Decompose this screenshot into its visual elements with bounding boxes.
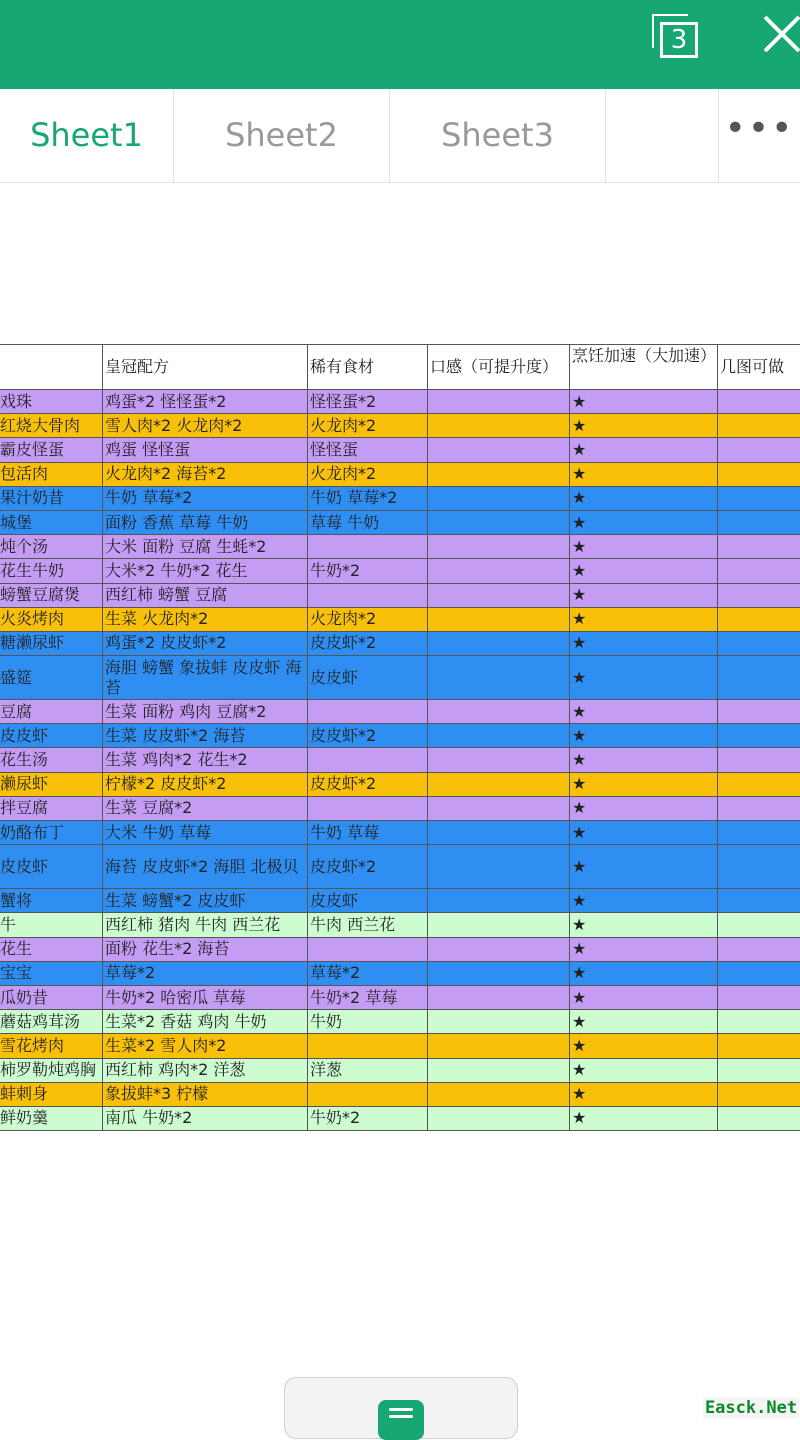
table-row (0, 390, 800, 414)
table-cell-recipe[interactable]: 鸡蛋*2 皮皮虾*2 (103, 632, 308, 655)
table-row (0, 797, 800, 821)
table-cell-name[interactable]: 瓜奶昔 (0, 986, 103, 1009)
table-cell-taste[interactable] (428, 913, 570, 936)
table-cell-map[interactable] (718, 913, 800, 936)
table-cell-recipe[interactable]: 西红柿 鸡肉*2 洋葱 (103, 1059, 308, 1082)
table-cell-taste[interactable] (428, 821, 570, 844)
menu-icon (378, 1400, 424, 1440)
header-row (0, 345, 800, 390)
table-row (0, 748, 800, 772)
table-cell-speed[interactable]: ★ (570, 414, 718, 437)
table-cell-taste[interactable] (428, 1059, 570, 1082)
table-cell-name[interactable]: 宝宝 (0, 962, 103, 985)
table-cell-speed[interactable]: ★ (570, 438, 718, 461)
table-cell-speed[interactable]: ★ (570, 632, 718, 655)
table-cell-speed[interactable]: ★ (570, 797, 718, 820)
table-cell-rare[interactable]: 火龙肉*2 (308, 608, 428, 631)
table-cell-map[interactable] (718, 748, 800, 771)
table-cell-name[interactable]: 霸皮怪蛋 (0, 438, 103, 461)
table-cell-name[interactable]: 火炎烤肉 (0, 608, 103, 631)
table-row (0, 700, 800, 724)
table-cell-speed[interactable]: ★ (570, 1083, 718, 1106)
table-row (0, 608, 800, 632)
table-cell-name[interactable]: 蚌刺身 (0, 1083, 103, 1106)
table-cell-recipe[interactable]: 大米 面粉 豆腐 生蚝*2 (103, 535, 308, 558)
table-cell-map[interactable] (718, 656, 800, 699)
table-cell-rare[interactable]: 皮皮虾 (308, 889, 428, 912)
table-cell-map[interactable] (718, 845, 800, 888)
table-cell-speed[interactable]: ★ (570, 584, 718, 607)
table-row (0, 414, 800, 438)
table-cell-rare[interactable]: 皮皮虾 (308, 656, 428, 699)
table-cell-rare[interactable]: 牛奶 草莓*2 (308, 487, 428, 510)
table-cell-speed[interactable]: ★ (570, 748, 718, 771)
table-row (0, 724, 800, 748)
table-cell-speed[interactable]: ★ (570, 1010, 718, 1033)
table-row (0, 821, 800, 845)
table-cell-rare[interactable]: 牛奶*2 (308, 559, 428, 582)
table-cell-taste[interactable] (428, 535, 570, 558)
table-cell-map[interactable] (718, 821, 800, 844)
table-cell-name[interactable]: 炖个汤 (0, 535, 103, 558)
table-cell-taste[interactable] (428, 797, 570, 820)
table-cell-name[interactable]: 奶酪布丁 (0, 821, 103, 844)
table-cell-name[interactable]: 包活肉 (0, 463, 103, 486)
header-cell[interactable]: 稀有食材 (308, 345, 428, 389)
table-cell-recipe[interactable]: 草莓*2 (103, 962, 308, 985)
sheet-tab-bar (0, 89, 800, 183)
header-cell[interactable]: 烹饪加速（大加速） (570, 345, 718, 389)
table-row (0, 1010, 800, 1034)
table-cell-name[interactable]: 城堡 (0, 511, 103, 534)
table-cell-map[interactable] (718, 487, 800, 510)
header-cell[interactable]: 几图可做 (718, 345, 800, 389)
tab-count-badge: 3 (660, 22, 698, 58)
table-cell-speed[interactable]: ★ (570, 535, 718, 558)
table-row (0, 487, 800, 511)
table-cell-name[interactable]: 濑尿虾 (0, 773, 103, 796)
table-cell-map[interactable] (718, 962, 800, 985)
header-cell[interactable]: 口感（可提升度） (428, 345, 570, 389)
table-cell-map[interactable] (718, 390, 800, 413)
table-cell-taste[interactable] (428, 724, 570, 747)
table-cell-name[interactable]: 红烧大骨肉 (0, 414, 103, 437)
table-cell-recipe[interactable]: 西红柿 螃蟹 豆腐 (103, 584, 308, 607)
table-cell-taste[interactable] (428, 986, 570, 1009)
tab-sheet1[interactable]: Sheet1 (0, 89, 174, 182)
table-cell-name[interactable]: 螃蟹豆腐煲 (0, 584, 103, 607)
table-cell-map[interactable] (718, 773, 800, 796)
spreadsheet-grid (0, 344, 800, 1131)
header-cell[interactable]: 皇冠配方 (103, 345, 308, 389)
table-cell-taste[interactable] (428, 414, 570, 437)
table-row (0, 962, 800, 986)
table-cell-map[interactable] (718, 724, 800, 747)
table-cell-recipe[interactable]: 柠檬*2 皮皮虾*2 (103, 773, 308, 796)
table-cell-speed[interactable]: ★ (570, 1059, 718, 1082)
table-cell-rare[interactable]: 怪怪蛋*2 (308, 390, 428, 413)
table-cell-rare[interactable] (308, 700, 428, 723)
table-cell-rare[interactable]: 牛奶*2 草莓 (308, 986, 428, 1009)
table-cell-map[interactable] (718, 986, 800, 1009)
top-toolbar (0, 0, 800, 89)
table-cell-rare[interactable]: 怪怪蛋 (308, 438, 428, 461)
table-cell-speed[interactable]: ★ (570, 559, 718, 582)
tab-switcher-button[interactable] (652, 14, 698, 58)
table-row (0, 535, 800, 559)
table-cell-name[interactable]: 皮皮虾 (0, 845, 103, 888)
table-cell-recipe[interactable]: 生菜*2 香菇 鸡肉 牛奶 (103, 1010, 308, 1033)
table-cell-map[interactable] (718, 1010, 800, 1033)
table-row (0, 656, 800, 700)
table-cell-name[interactable]: 花生汤 (0, 748, 103, 771)
table-cell-name[interactable]: 盛筵 (0, 656, 103, 699)
table-cell-recipe[interactable]: 牛奶 草莓*2 (103, 487, 308, 510)
header-cell[interactable] (0, 345, 103, 389)
table-cell-rare[interactable] (308, 938, 428, 961)
table-cell-map[interactable] (718, 414, 800, 437)
table-cell-map[interactable] (718, 1107, 800, 1130)
table-cell-map[interactable] (718, 632, 800, 655)
table-cell-taste[interactable] (428, 608, 570, 631)
table-cell-recipe[interactable]: 海胆 螃蟹 象拔蚌 皮皮虾 海苔 (103, 656, 308, 699)
table-cell-name[interactable]: 柿罗勒炖鸡胸 (0, 1059, 103, 1082)
table-cell-map[interactable] (718, 584, 800, 607)
table-cell-map[interactable] (718, 535, 800, 558)
table-cell-map[interactable] (718, 463, 800, 486)
table-row (0, 584, 800, 608)
table-cell-rare[interactable]: 牛奶 草莓 (308, 821, 428, 844)
table-cell-name[interactable]: 皮皮虾 (0, 724, 103, 747)
table-cell-rare[interactable]: 皮皮虾*2 (308, 724, 428, 747)
table-cell-rare[interactable]: 牛奶 (308, 1010, 428, 1033)
table-cell-recipe[interactable]: 生菜 豆腐*2 (103, 797, 308, 820)
table-cell-speed[interactable]: ★ (570, 773, 718, 796)
table-cell-taste[interactable] (428, 1083, 570, 1106)
table-cell-rare[interactable] (308, 797, 428, 820)
table-cell-rare[interactable]: 牛肉 西兰花 (308, 913, 428, 936)
table-cell-taste[interactable] (428, 438, 570, 461)
close-icon[interactable] (762, 14, 800, 54)
table-cell-recipe[interactable]: 南瓜 牛奶*2 (103, 1107, 308, 1130)
table-cell-taste[interactable] (428, 938, 570, 961)
table-cell-recipe[interactable]: 鸡蛋*2 怪怪蛋*2 (103, 390, 308, 413)
table-cell-taste[interactable] (428, 584, 570, 607)
table-cell-name[interactable]: 雪花烤肉 (0, 1034, 103, 1057)
table-cell-taste[interactable] (428, 962, 570, 985)
table-row (0, 463, 800, 487)
table-cell-taste[interactable] (428, 656, 570, 699)
table-cell-speed[interactable]: ★ (570, 962, 718, 985)
table-cell-recipe[interactable]: 面粉 香蕉 草莓 牛奶 (103, 511, 308, 534)
table-cell-speed[interactable]: ★ (570, 1107, 718, 1130)
table-cell-speed[interactable]: ★ (570, 656, 718, 699)
table-cell-recipe[interactable]: 火龙肉*2 海苔*2 (103, 463, 308, 486)
table-cell-taste[interactable] (428, 463, 570, 486)
table-cell-taste[interactable] (428, 1010, 570, 1033)
table-cell-rare[interactable]: 牛奶*2 (308, 1107, 428, 1130)
table-row (0, 986, 800, 1010)
table-cell-speed[interactable]: ★ (570, 608, 718, 631)
table-cell-taste[interactable] (428, 632, 570, 655)
table-row (0, 1083, 800, 1107)
table-cell-map[interactable] (718, 559, 800, 582)
table-cell-recipe[interactable]: 大米 牛奶 草莓 (103, 821, 308, 844)
table-cell-rare[interactable] (308, 748, 428, 771)
table-cell-name[interactable]: 花生 (0, 938, 103, 961)
table-row (0, 1059, 800, 1083)
table-cell-taste[interactable] (428, 773, 570, 796)
table-cell-map[interactable] (718, 1059, 800, 1082)
table-cell-map[interactable] (718, 1083, 800, 1106)
table-cell-rare[interactable] (308, 584, 428, 607)
table-row (0, 889, 800, 913)
table-cell-rare[interactable] (308, 1083, 428, 1106)
table-row (0, 938, 800, 962)
table-row (0, 1034, 800, 1058)
table-cell-rare[interactable]: 皮皮虾*2 (308, 845, 428, 888)
table-cell-name[interactable]: 戏珠 (0, 390, 103, 413)
table-cell-taste[interactable] (428, 390, 570, 413)
table-cell-map[interactable] (718, 608, 800, 631)
table-cell-rare[interactable]: 火龙肉*2 (308, 463, 428, 486)
table-row (0, 511, 800, 535)
table-cell-name[interactable]: 鲜奶羹 (0, 1107, 103, 1130)
table-cell-recipe[interactable]: 面粉 花生*2 海苔 (103, 938, 308, 961)
table-cell-taste[interactable] (428, 1034, 570, 1057)
table-cell-speed[interactable]: ★ (570, 511, 718, 534)
table-cell-taste[interactable] (428, 748, 570, 771)
table-cell-recipe[interactable]: 生菜*2 雪人肉*2 (103, 1034, 308, 1057)
table-row (0, 1107, 800, 1131)
table-cell-taste[interactable] (428, 1107, 570, 1130)
table-cell-name[interactable]: 牛 (0, 913, 103, 936)
table-cell-speed[interactable]: ★ (570, 913, 718, 936)
table-cell-map[interactable] (718, 889, 800, 912)
table-cell-recipe[interactable]: 象拔蚌*3 柠檬 (103, 1083, 308, 1106)
tab-sheet3[interactable]: Sheet3 (390, 89, 606, 182)
more-sheets-button[interactable]: ••• (718, 89, 800, 182)
table-cell-name[interactable]: 蟹将 (0, 889, 103, 912)
table-cell-map[interactable] (718, 438, 800, 461)
table-cell-rare[interactable]: 洋葱 (308, 1059, 428, 1082)
table-cell-recipe[interactable]: 生菜 面粉 鸡肉 豆腐*2 (103, 700, 308, 723)
table-row (0, 773, 800, 797)
table-cell-taste[interactable] (428, 845, 570, 888)
table-cell-speed[interactable]: ★ (570, 1034, 718, 1057)
table-cell-rare[interactable]: 皮皮虾*2 (308, 773, 428, 796)
table-cell-map[interactable] (718, 797, 800, 820)
table-cell-speed[interactable]: ★ (570, 986, 718, 1009)
table-cell-taste[interactable] (428, 487, 570, 510)
table-body (0, 390, 800, 1131)
table-cell-map[interactable] (718, 700, 800, 723)
table-cell-name[interactable]: 豆腐 (0, 700, 103, 723)
table-cell-speed[interactable]: ★ (570, 724, 718, 747)
table-cell-recipe[interactable]: 雪人肉*2 火龙肉*2 (103, 414, 308, 437)
bottom-menu-pill[interactable] (284, 1377, 518, 1439)
table-cell-rare[interactable]: 草莓 牛奶 (308, 511, 428, 534)
table-cell-recipe[interactable]: 海苔 皮皮虾*2 海胆 北极贝 (103, 845, 308, 888)
table-row (0, 559, 800, 583)
table-cell-name[interactable]: 果汁奶昔 (0, 487, 103, 510)
table-cell-taste[interactable] (428, 511, 570, 534)
table-cell-name[interactable]: 花生牛奶 (0, 559, 103, 582)
table-cell-taste[interactable] (428, 559, 570, 582)
table-cell-recipe[interactable]: 西红柿 猪肉 牛肉 西兰花 (103, 913, 308, 936)
tab-sheet2[interactable]: Sheet2 (174, 89, 390, 182)
table-cell-rare[interactable]: 火龙肉*2 (308, 414, 428, 437)
table-cell-speed[interactable]: ★ (570, 938, 718, 961)
table-cell-speed[interactable]: ★ (570, 487, 718, 510)
table-cell-rare[interactable]: 皮皮虾*2 (308, 632, 428, 655)
table-cell-map[interactable] (718, 511, 800, 534)
table-row (0, 632, 800, 656)
table-cell-speed[interactable]: ★ (570, 700, 718, 723)
table-cell-map[interactable] (718, 1034, 800, 1057)
table-cell-speed[interactable]: ★ (570, 821, 718, 844)
table-cell-recipe[interactable]: 生菜 火龙肉*2 (103, 608, 308, 631)
table-cell-speed[interactable]: ★ (570, 463, 718, 486)
table-cell-rare[interactable]: 草莓*2 (308, 962, 428, 985)
table-cell-rare[interactable] (308, 535, 428, 558)
table-cell-taste[interactable] (428, 700, 570, 723)
table-cell-speed[interactable]: ★ (570, 845, 718, 888)
table-cell-speed[interactable]: ★ (570, 390, 718, 413)
table-cell-taste[interactable] (428, 889, 570, 912)
table-cell-map[interactable] (718, 938, 800, 961)
table-cell-name[interactable]: 蘑菇鸡茸汤 (0, 1010, 103, 1033)
table-cell-speed[interactable]: ★ (570, 889, 718, 912)
table-cell-name[interactable]: 拌豆腐 (0, 797, 103, 820)
table-row (0, 438, 800, 462)
table-cell-rare[interactable] (308, 1034, 428, 1057)
table-cell-recipe[interactable]: 大米*2 牛奶*2 花生 (103, 559, 308, 582)
watermark-logo: Easck.Net (704, 1398, 798, 1418)
table-row (0, 913, 800, 937)
table-cell-recipe[interactable]: 生菜 螃蟹*2 皮皮虾 (103, 889, 308, 912)
table-cell-recipe[interactable]: 生菜 鸡肉*2 花生*2 (103, 748, 308, 771)
table-cell-recipe[interactable]: 鸡蛋 怪怪蛋 (103, 438, 308, 461)
table-cell-name[interactable]: 糖濑尿虾 (0, 632, 103, 655)
table-cell-recipe[interactable]: 生菜 皮皮虾*2 海苔 (103, 724, 308, 747)
table-row (0, 845, 800, 889)
table-cell-recipe[interactable]: 牛奶*2 哈密瓜 草莓 (103, 986, 308, 1009)
